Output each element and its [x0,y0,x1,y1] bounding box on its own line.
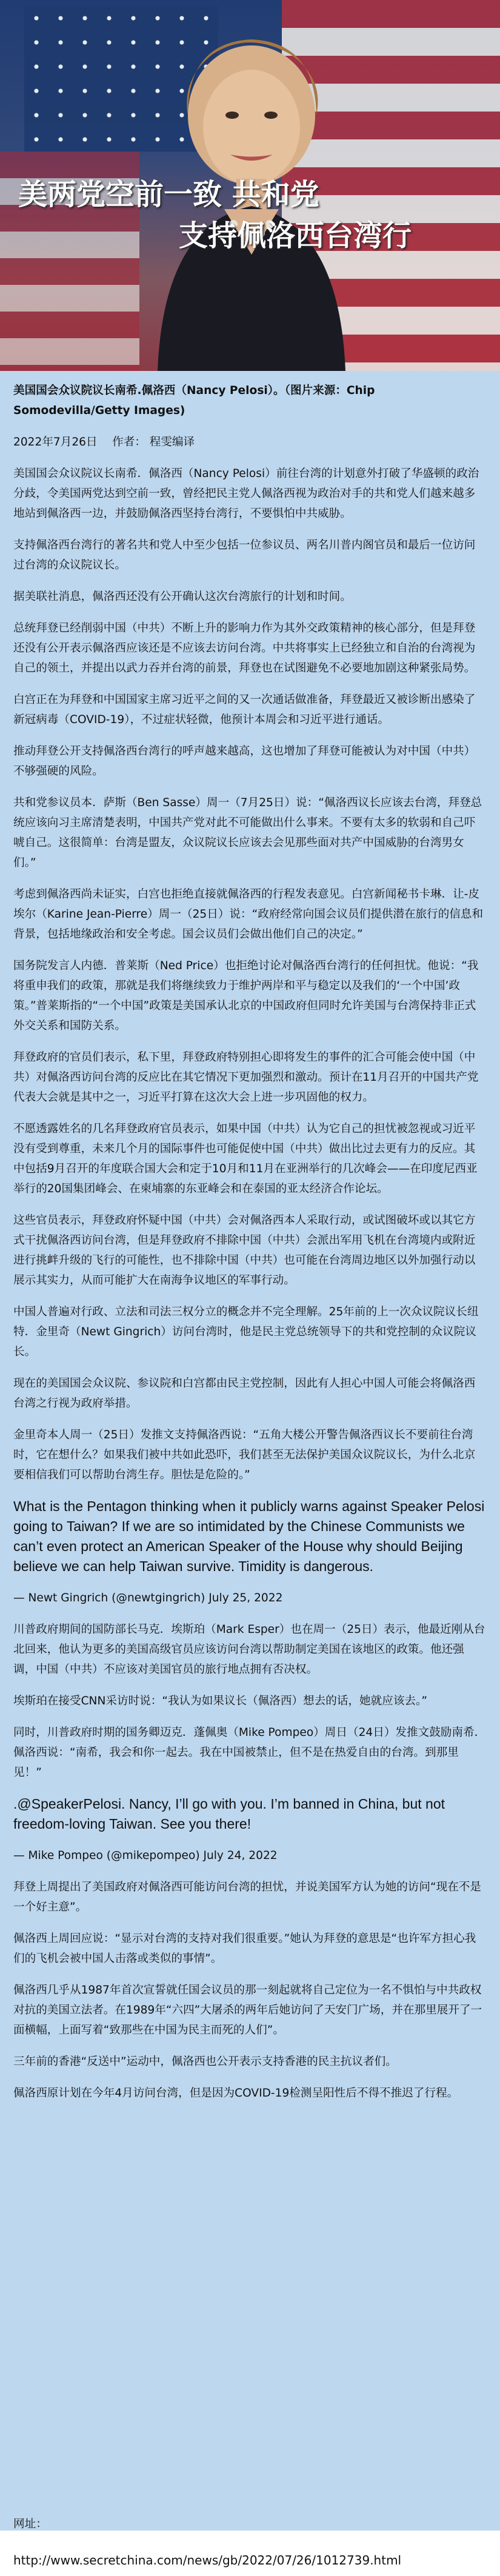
paragraph: 三年前的香港“反送中”运动中，佩洛西也公开表示支持香港的民主抗议者们。 [13,2055,397,2068]
paragraph: 总统拜登已经削弱中国（中共）不断上升的影响力作为其外交政策精神的核心部分，但是拜登还没有公开表示佩洛西应该还是不应该去访问台湾。中共将事实上已经独立和自治的台湾视为自己的领土，并提出以武力吞并台湾的前景，拜登也在试图避免不必要地加剧这种紧张局势。 [13,622,476,675]
tweet-pompeo-attribution: — Mike Pompeo (@mikepompeo) July 24, 2022 [13,1849,278,1862]
paragraph: 金里奇本人周一（25日）发推文支持佩洛西说：“五角大楼公开警告佩洛西议长不要前往台湾时，它在想什么？如果我们被中共如此恐吓，我们甚至无法保护美国众议院议长，为什么北京要相信我们可以帮助台湾生存。胆怯是危险的。” [13,1429,476,1481]
paragraph: 推动拜登公开支持佩洛西台湾行的呼声越来越高，这也增加了拜登可能被认为对中国（中共）不够强硬的风险。 [13,745,476,778]
paragraph: 共和党参议员本．萨斯（Ben Sasse）周一（7月25日）说：“佩洛西议长应该去台湾，拜登总统应该向习主席清楚表明，中国共产党对此不可能做出什么事来。不要有太多的软弱和自己吓唬自己。这很简单：台湾是盟友，众议院议长应该去会见那些面对共产中国威胁的台湾男女们。” [13,796,482,869]
tweet-gingrich-text: What is the Pentagon thinking when it publicly warns against Speaker Pelosi going to Taiwan? If we are so intimidated by the Chinese Communists we can’t even protect an American Speaker of the House why should Beijing believe we can help Taiwan survive. Timidity is dangerous. [13,1498,485,1574]
paragraph: 埃斯珀在接受CNN采访时说：“我认为如果议长（佩洛西）想去的话，她就应该去。” [13,1695,427,1707]
paragraph: 据美联社消息，佩洛西还没有公开确认这次台湾旅行的计划和时间。 [13,590,352,603]
tweet-pompeo-text: .@SpeakerPelosi. Nancy, I’ll go with you. I’m banned in China, but not freedom-loving Taiwan. See you there! [13,1796,445,1832]
paragraph: 不愿透露姓名的几名拜登政府官员表示，如果中国（中共）认为它自己的担忧被忽视或习近平没有受到尊重，未来几个月的国际事件也可能促使中国（中共）做出比过去更有力的反应。其中包括9月召开的年度联合国大会和定于10月和11月在亚洲举行的几次峰会——在印度尼西亚举行的20国集团峰会、在柬埔寨的东亚峰会和在泰国的亚太经济合作论坛。 [13,1123,478,1195]
paragraph: 佩洛西原计划在今年4月访问台湾，但是因为COVID-19检测呈阳性后不得不推迟了行程。 [13,2087,459,2100]
byline: 2022年7月26日 作者： 程雯编译 [13,436,195,449]
paragraph: 美国国会众议院议长南希．佩洛西（Nancy Pelosi）前往台湾的计划意外打破了华盛顿的政治分歧，令美国两党达到空前一致，曾经把民主党人佩洛西视为政治对手的共和党人们越来越多地站到佩洛西一边，并鼓励佩洛西坚持台湾行，不要惧怕中共威胁。 [13,467,479,520]
paragraph: 国务院发言人内德．普莱斯（Ned Price）也拒绝讨论对佩洛西台湾行的任何担忧。他说：“我将重申我们的政策，那就是我们将继续致力于维护两岸和平与稳定以及我们的‘一个中国’政策。”普莱斯指的“一个中国”政策是美国承认北京的中国政府但同时允许美国与台湾保持非正式外交关系和国防关系。 [13,959,479,1032]
hero-image [0,0,500,371]
paragraph: 现在的美国国会众议院、参议院和白宫都由民主党控制，因此有人担心中国人可能会将佩洛西台湾之行视为政府举措。 [13,1377,476,1410]
paragraph: 白宫正在为拜登和中国国家主席习近平之间的又一次通话做准备，拜登最近又被诊断出感染了新冠病毒（COVID-19），不过症状轻微，他预计本周会和习近平进行通话。 [13,693,476,726]
source-label: 网址： [13,2518,47,2531]
article-body [13,381,486,2115]
paragraph: 拜登上周提出了美国政府对佩洛西可能访问台湾的担忧，并说美国军方认为她的访问“现在不是一个好主意”。 [13,1881,481,1914]
paragraph: 支持佩洛西台湾行的著名共和党人中至少包括一位参议员、两名川普内阁官员和最后一位访问过台湾的众议院议长。 [13,539,476,572]
paragraph: 拜登政府的官员们表示，私下里，拜登政府特别担心即将发生的事件的汇合可能会使中国（中共）对佩洛西访问台湾的反应比在其它情况下更加强烈和激动。预计在11月召开的中国共产党代表大会就是其中之一，习近平打算在这次大会上进一步巩固他的权力。 [13,1051,479,1104]
source-link[interactable]: http://www.secretchina.com/news/gb/2022/07/26/1012739.html [13,2553,402,2568]
paragraph: 川普政府期间的国防部长马克．埃斯珀（Mark Esper）也在周一（25日）表示，他最近刚从台北回来，他认为更多的美国高级官员应该访问台湾以帮助制定美国在该地区的政策。他还强调，中国（中共）不应该对美国官员的旅行地点拥有否决权。 [13,1623,485,1676]
paragraph: 佩洛西上周回应说：“显示对台湾的支持对我们很重要。”她认为拜登的意思是“也许军方担心我们的飞机会被中国人击落或类似的事情”。 [13,1932,476,1965]
hero-caption-line1: 美两党空前一致 共和党 [18,178,319,212]
paragraph: 中国人普遍对行政、立法和司法三权分立的概念并不完全理解。25年前的上一次众议院议长纽特．金里奇（Newt Gingrich）访问台湾时，他是民主党总统领导下的共和党控制的众议院议长。 [13,1306,479,1358]
paragraph: 同时，川普政府时期的国务卿迈克．蓬佩奥（Mike Pompeo）周日（24日）发推文鼓励南希．佩洛西说：“南希，我会和你一起去。我在中国被禁止，但不是在热爱自由的台湾。到那里见！” [13,1726,486,1779]
paragraph: 佩洛西几乎从1987年首次宣誓就任国会议员的那一刻起就将自己定位为一名不惧怕与中共政权对抗的美国立法者。在1989年“六四”大屠杀的两年后她访问了天安门广场，并在那里展开了一面横幅，上面写着“致那些在中国为民主而死的人们”。 [13,1984,482,2037]
photo-caption: 美国国会众议院议长南希.佩洛西（Nancy Pelosi）。（图片来源：Chip Somodevilla/Getty Images) [13,384,375,417]
paragraph: 这些官员表示，拜登政府怀疑中国（中共）会对佩洛西本人采取行动，或试图破坏或以其它方式干扰佩洛西访问台湾，但是拜登政府不排除中国（中共）会派出军用飞机在台湾境内或附近进行挑衅升级的飞行的可能性，也不排除中国（中共）也可能在台湾周边地区以外加强行动以展示其实力，从而可能扩大在南海争议地区的军事行动。 [13,1214,476,1287]
paragraph: 考虑到佩洛西尚未证实，白宫也拒绝直接就佩洛西的行程发表意见。白宫新闻秘书卡琳．让-皮埃尔（Karine Jean-Pierre）周一（25日）说：“政府经常向国会议员们提供潜在旅行的信息和背景，包括地缘政治和安全考虑。国会议员们会做出他们自己的决定。” [13,888,484,941]
hero-caption-line2: 支持佩洛西台湾行 [179,219,412,253]
tweet-gingrich-attribution: — Newt Gingrich (@newtgingrich) July 25, 2022 [13,1592,283,1604]
